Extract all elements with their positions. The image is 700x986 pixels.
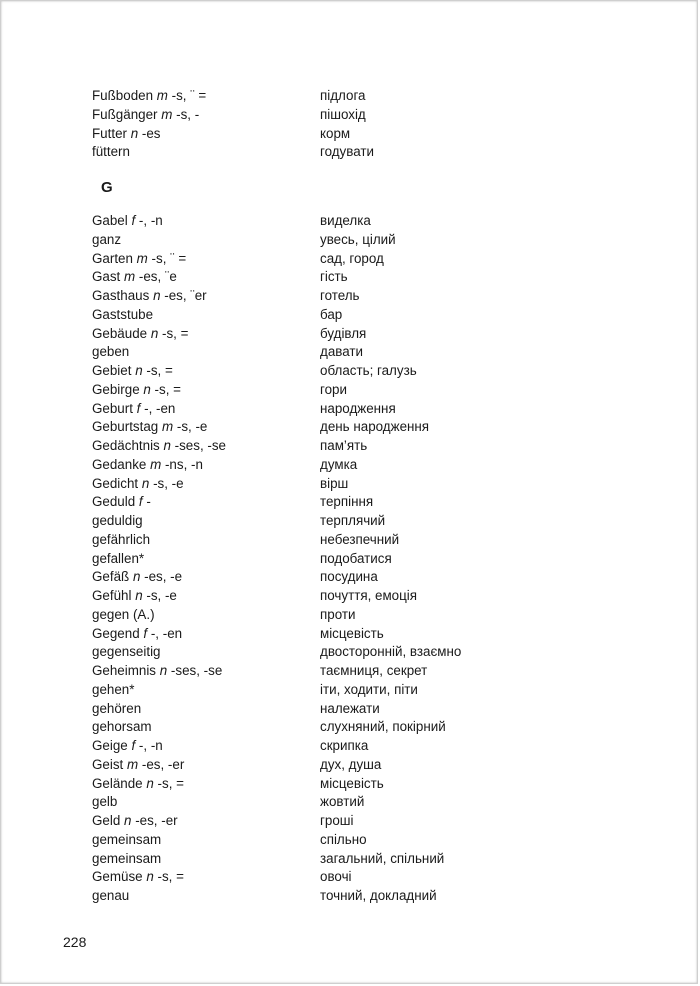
word: Geduld: [92, 494, 136, 510]
dictionary-entry: [92, 531, 512, 550]
german-headword: [92, 343, 320, 362]
german-headword: [92, 887, 320, 906]
dictionary-entry: [92, 643, 512, 662]
inflection-forms: -s, =: [142, 363, 173, 378]
grammatical-gender: n: [146, 869, 154, 885]
inflection-forms: -s, -e: [173, 419, 208, 435]
dictionary-entry: [92, 737, 512, 756]
word: gemeinsam: [92, 850, 162, 866]
german-headword: [92, 212, 320, 231]
word: Geige: [92, 738, 128, 753]
dictionary-entry: [92, 512, 512, 531]
ukrainian-translation: місцевість: [320, 775, 384, 791]
ukrainian-translation: область; галузь: [320, 363, 417, 378]
grammatical-gender: n: [141, 475, 150, 491]
dictionary-entry: [92, 87, 512, 106]
dictionary-entry: [92, 493, 512, 512]
german-headword: [92, 662, 320, 681]
german-headword: [92, 381, 320, 400]
word: Gasthaus: [92, 288, 150, 303]
grammatical-gender: n: [153, 288, 161, 303]
section-letter: G: [101, 178, 113, 196]
ukrainian-translation: належати: [320, 700, 380, 716]
word: Geburt: [92, 400, 133, 416]
ukrainian-translation: сад, город: [320, 250, 384, 266]
grammatical-gender: f: [131, 213, 136, 228]
grammatical-gender: n: [159, 663, 168, 678]
word: gefallen*: [92, 550, 145, 566]
inflection-forms: -s, =: [153, 775, 184, 791]
german-headword: [92, 587, 320, 606]
grammatical-gender: n: [163, 438, 171, 453]
german-headword: [92, 87, 320, 106]
ukrainian-translation: готель: [320, 288, 360, 303]
word: Gabel: [92, 213, 128, 228]
inflection-forms: -es, -er: [131, 813, 178, 828]
word: gehorsam: [92, 719, 152, 735]
dictionary-entry: [92, 343, 512, 362]
dictionary-entry: [92, 418, 512, 437]
ukrainian-translation: місцевість: [320, 625, 384, 641]
ukrainian-translation: слухняний, покірний: [320, 719, 446, 735]
german-headword: [92, 231, 320, 250]
grammatical-gender: n: [132, 569, 141, 585]
word: Fußboden: [92, 88, 154, 103]
german-headword: [92, 456, 320, 475]
word: Gelände: [92, 775, 143, 791]
ukrainian-translation: проти: [320, 606, 356, 622]
dictionary-entry: [92, 437, 512, 456]
german-headword: [92, 493, 320, 512]
inflection-forms: -es, -er: [138, 756, 185, 772]
grammatical-gender: f: [138, 494, 143, 510]
word: gelb: [92, 794, 118, 810]
dictionary-entry: [92, 325, 512, 344]
dictionary-entry: [92, 550, 512, 569]
grammatical-gender: n: [135, 363, 143, 378]
ukrainian-translation: будівля: [320, 325, 367, 341]
inflection-forms: -es, ¨e: [135, 269, 177, 285]
german-headword: [92, 606, 320, 625]
inflection-forms: -, -n: [135, 213, 163, 228]
german-headword: [92, 362, 320, 381]
dictionary-entry: [92, 887, 512, 906]
german-headword: [92, 418, 320, 437]
grammatical-gender: n: [143, 381, 151, 397]
word: gehören: [92, 700, 142, 716]
inflection-forms: -s, =: [150, 381, 181, 397]
inflection-forms: -, -en: [147, 625, 183, 641]
word: Gefühl: [92, 588, 132, 603]
ukrainian-translation: точний, докладний: [320, 888, 437, 903]
word: Gebiet: [92, 363, 132, 378]
dictionary-entry: [92, 475, 512, 494]
german-headword: [92, 143, 320, 162]
dictionary-entry: [92, 106, 512, 125]
inflection-forms: -: [142, 494, 151, 510]
inflection-forms: -s, =: [158, 325, 189, 341]
ukrainian-translation: бар: [320, 306, 343, 322]
german-headword: [92, 531, 320, 550]
grammatical-gender: n: [135, 588, 143, 603]
ukrainian-translation: дух, душа: [320, 756, 382, 772]
dictionary-entry: [92, 250, 512, 269]
word: Gefäß: [92, 569, 130, 585]
ukrainian-translation: думка: [320, 456, 358, 472]
dictionary-entry: [92, 700, 512, 719]
grammatical-gender: f: [143, 625, 148, 641]
word: Gedächtnis: [92, 438, 160, 453]
grammatical-gender: m: [156, 88, 168, 103]
german-headword: [92, 681, 320, 700]
dictionary-entry: [92, 306, 512, 325]
grammatical-gender: m: [136, 250, 148, 266]
dictionary-entry: [92, 606, 512, 625]
german-headword: [92, 268, 320, 287]
german-headword: [92, 106, 320, 125]
word: geben: [92, 344, 130, 360]
dictionary-entry: [92, 831, 512, 850]
german-headword: [92, 625, 320, 644]
grammatical-gender: f: [131, 738, 136, 753]
inflection-forms: -es: [138, 125, 161, 141]
ukrainian-translation: увесь, цілий: [320, 231, 396, 247]
grammatical-gender: m: [124, 269, 136, 285]
word: Geld: [92, 813, 121, 828]
german-headword: [92, 775, 320, 794]
inflection-forms: -s, -e: [142, 588, 177, 603]
ukrainian-translation: годувати: [320, 144, 374, 160]
word: Gast: [92, 269, 121, 285]
word: gehen*: [92, 681, 135, 697]
word: ganz: [92, 231, 122, 247]
inflection-forms: -ses, -se: [167, 663, 223, 678]
dictionary-entry: [92, 662, 512, 681]
word: gefährlich: [92, 531, 151, 547]
german-headword: [92, 643, 320, 662]
german-headword: [92, 737, 320, 756]
grammatical-gender: m: [127, 756, 139, 772]
entries-g-section: [92, 212, 512, 906]
ukrainian-translation: спільно: [320, 831, 367, 847]
dictionary-entry: [92, 793, 512, 812]
ukrainian-translation: таємниця, секрет: [320, 663, 428, 678]
dictionary-entry: [92, 143, 512, 162]
entries-f-section: [92, 87, 512, 162]
ukrainian-translation: давати: [320, 344, 363, 360]
ukrainian-translation: іти, ходити, піти: [320, 681, 418, 697]
word: gegenseitig: [92, 644, 161, 660]
page-number: 228: [63, 934, 87, 950]
word: gemeinsam: [92, 831, 162, 847]
dictionary-entry: [92, 287, 512, 306]
ukrainian-translation: вірш: [320, 475, 349, 491]
inflection-forms: -ses, -se: [170, 438, 226, 453]
dictionary-entry: [92, 868, 512, 887]
german-headword: [92, 287, 320, 306]
dictionary-entry: [92, 456, 512, 475]
word: füttern: [92, 144, 130, 160]
ukrainian-translation: жовтий: [320, 794, 365, 810]
german-headword: [92, 437, 320, 456]
ukrainian-translation: гість: [320, 269, 348, 285]
inflection-forms: -s, -: [172, 106, 200, 122]
word: gegen (A.): [92, 606, 155, 622]
german-headword: [92, 756, 320, 775]
word: Gedicht: [92, 475, 139, 491]
ukrainian-translation: гори: [320, 381, 347, 397]
ukrainian-translation: день народження: [320, 419, 430, 435]
german-headword: [92, 125, 320, 144]
word: Geist: [92, 756, 124, 772]
word: Futter: [92, 125, 127, 141]
dictionary-entry: [92, 775, 512, 794]
german-headword: [92, 325, 320, 344]
inflection-forms: -, -n: [135, 738, 163, 753]
word: Gaststube: [92, 306, 154, 322]
dictionary-entry: [92, 125, 512, 144]
word: Gebäude: [92, 325, 148, 341]
dictionary-entry: [92, 625, 512, 644]
german-headword: [92, 831, 320, 850]
ukrainian-translation: скрипка: [320, 738, 369, 753]
ukrainian-translation: народження: [320, 400, 396, 416]
word: Gegend: [92, 625, 140, 641]
german-headword: [92, 868, 320, 887]
german-headword: [92, 250, 320, 269]
word: Gedanke: [92, 456, 147, 472]
inflection-forms: -s, -e: [149, 475, 184, 491]
word: Geheimnis: [92, 663, 157, 678]
german-headword: [92, 512, 320, 531]
word: Garten: [92, 250, 133, 266]
word: Fußgänger: [92, 106, 158, 122]
grammatical-gender: m: [161, 106, 173, 122]
dictionary-entry: [92, 381, 512, 400]
word: genau: [92, 888, 130, 903]
ukrainian-translation: гроші: [320, 813, 354, 828]
grammatical-gender: f: [136, 400, 141, 416]
dictionary-entry: [92, 756, 512, 775]
german-headword: [92, 700, 320, 719]
word: geduldig: [92, 513, 143, 528]
grammatical-gender: n: [150, 325, 159, 341]
ukrainian-translation: виделка: [320, 213, 371, 228]
german-headword: [92, 812, 320, 831]
dictionary-entry: [92, 568, 512, 587]
word: Geburtstag: [92, 419, 159, 435]
grammatical-gender: n: [124, 813, 132, 828]
ukrainian-translation: почуття, емоція: [320, 588, 418, 603]
entry-list: [92, 87, 512, 906]
dictionary-entry: [92, 231, 512, 250]
inflection-forms: -s, =: [153, 869, 184, 885]
inflection-forms: -es, -e: [140, 569, 183, 585]
ukrainian-translation: пам’ять: [320, 438, 368, 453]
grammatical-gender: n: [130, 125, 139, 141]
ukrainian-translation: корм: [320, 125, 351, 141]
german-headword: [92, 306, 320, 325]
ukrainian-translation: терплячий: [320, 513, 386, 528]
dictionary-entry: [92, 400, 512, 419]
ukrainian-translation: небезпечний: [320, 531, 400, 547]
inflection-forms: -es, ¨er: [160, 288, 207, 303]
ukrainian-translation: подобатися: [320, 550, 392, 566]
dictionary-entry: [92, 212, 512, 231]
german-headword: [92, 568, 320, 587]
inflection-forms: -, -en: [140, 400, 176, 416]
inflection-forms: -s, ¨ =: [147, 250, 187, 266]
grammatical-gender: m: [161, 419, 174, 435]
ukrainian-translation: терпіння: [320, 494, 374, 510]
german-headword: [92, 475, 320, 494]
ukrainian-translation: пішохід: [320, 106, 366, 122]
grammatical-gender: n: [146, 775, 154, 791]
dictionary-entry: [92, 362, 512, 381]
german-headword: [92, 850, 320, 869]
german-headword: [92, 400, 320, 419]
ukrainian-translation: двосторонній, взаємно: [320, 644, 462, 660]
ukrainian-translation: підлога: [320, 88, 366, 103]
word: Gemüse: [92, 869, 143, 885]
german-headword: [92, 793, 320, 812]
inflection-forms: -ns, -n: [161, 456, 203, 472]
dictionary-entry: [92, 268, 512, 287]
dictionary-entry: [92, 850, 512, 869]
word: Gebirge: [92, 381, 140, 397]
dictionary-entry: [92, 587, 512, 606]
german-headword: [92, 550, 320, 569]
ukrainian-translation: овочі: [320, 869, 352, 885]
inflection-forms: -s, ¨ =: [167, 88, 207, 103]
dictionary-entry: [92, 718, 512, 737]
german-headword: [92, 718, 320, 737]
ukrainian-translation: посудина: [320, 569, 378, 585]
ukrainian-translation: загальний, спільний: [320, 850, 445, 866]
dictionary-entry: [92, 812, 512, 831]
dictionary-entry: [92, 681, 512, 700]
grammatical-gender: m: [150, 456, 162, 472]
